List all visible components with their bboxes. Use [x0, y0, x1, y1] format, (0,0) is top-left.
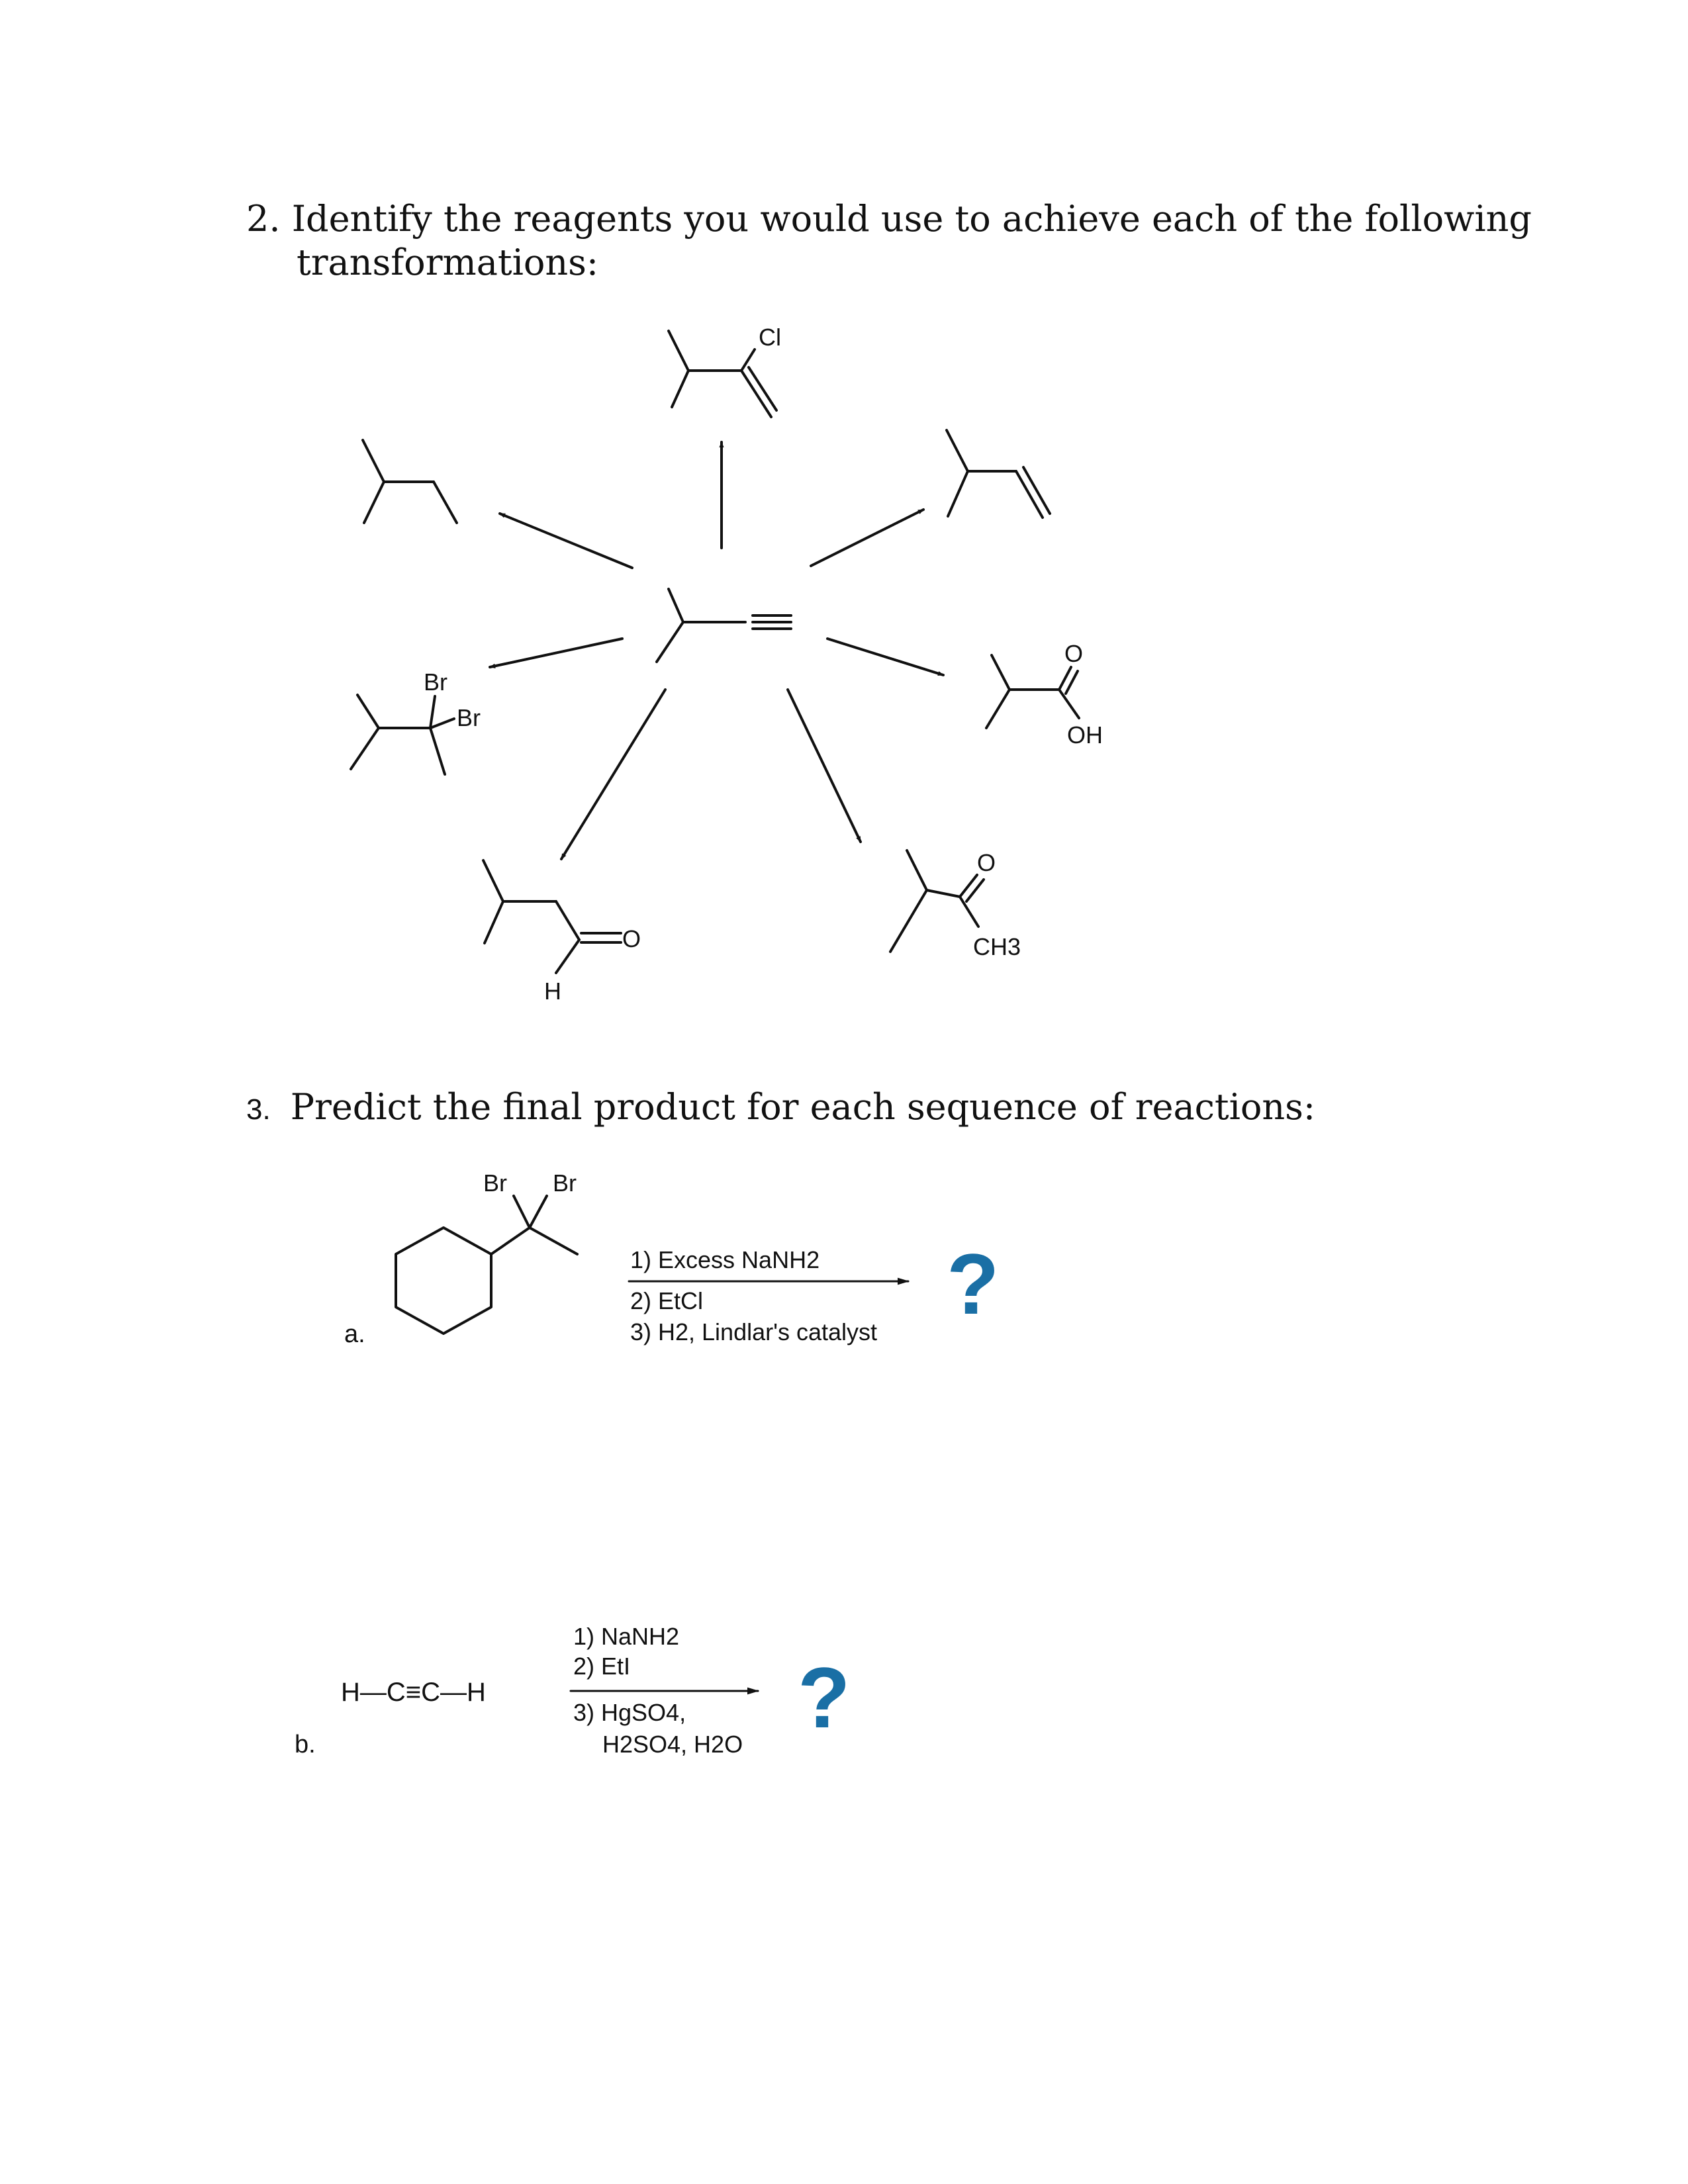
ketone-o-label: O	[977, 849, 996, 876]
arrow-to-aldehyde	[561, 690, 665, 859]
part-a-label: a.	[344, 1320, 365, 1348]
question-2-line1: Identify the reagents you would use to achieve each of the following	[291, 198, 1532, 240]
dibromide-br1-label: Br	[424, 668, 447, 696]
arrow-to-ketone	[788, 690, 861, 842]
part-b-product-question-mark: ?	[798, 1649, 851, 1746]
part-b-reactant-acetylene: H—C≡C—H	[341, 1678, 486, 1707]
question-2-line2: transformations:	[297, 242, 599, 283]
chloroalkene-cl-label: Cl	[759, 324, 781, 351]
part-b-step3a: 3) HgSO4,	[573, 1699, 686, 1726]
part-a-product-question-mark: ?	[947, 1236, 1000, 1332]
arrow-to-alkene	[811, 510, 923, 566]
part-a-reactant-structure	[396, 1196, 577, 1334]
aldehyde-o-label: O	[622, 925, 641, 952]
part-b-step1: 1) NaNH2	[573, 1623, 680, 1650]
part-b-label: b.	[295, 1731, 316, 1758]
question-3-number: 3.	[246, 1093, 271, 1126]
part-a-br2-label: Br	[553, 1169, 577, 1197]
product-dibromide-structure	[351, 695, 454, 774]
acid-carbonyl-o-label: O	[1064, 640, 1084, 667]
aldehyde-h-label: H	[544, 978, 561, 1005]
question-3-text: Predict the final product for each sequence of reactions:	[290, 1086, 1316, 1128]
ketone-ch3-label: CH3	[973, 933, 1021, 960]
arrow-to-alkane	[500, 514, 632, 568]
part-a-step2: 2) EtCl	[630, 1287, 704, 1314]
transformation-arrows	[490, 442, 943, 859]
part-a-br1-label: Br	[483, 1169, 507, 1197]
question-2-number: 2.	[246, 198, 281, 240]
product-aldehyde-structure	[483, 860, 621, 973]
part-a-step3: 3) H2, Lindlar's catalyst	[630, 1318, 878, 1345]
arrow-to-dibromide	[490, 639, 622, 667]
acid-oh-label: OH	[1067, 721, 1103, 749]
part-b-step3b: H2SO4, H2O	[602, 1731, 743, 1758]
product-ketone-structure	[890, 850, 984, 952]
part-a-step1: 1) Excess NaNH2	[630, 1246, 820, 1273]
part-b-step2: 2) EtI	[573, 1653, 631, 1680]
product-alkene-structure	[947, 430, 1050, 518]
arrow-to-carboxylic-acid	[827, 639, 943, 675]
product-alkane-structure	[363, 440, 457, 523]
starting-alkyne-structure	[657, 589, 791, 662]
dibromide-br2-label: Br	[457, 704, 481, 731]
